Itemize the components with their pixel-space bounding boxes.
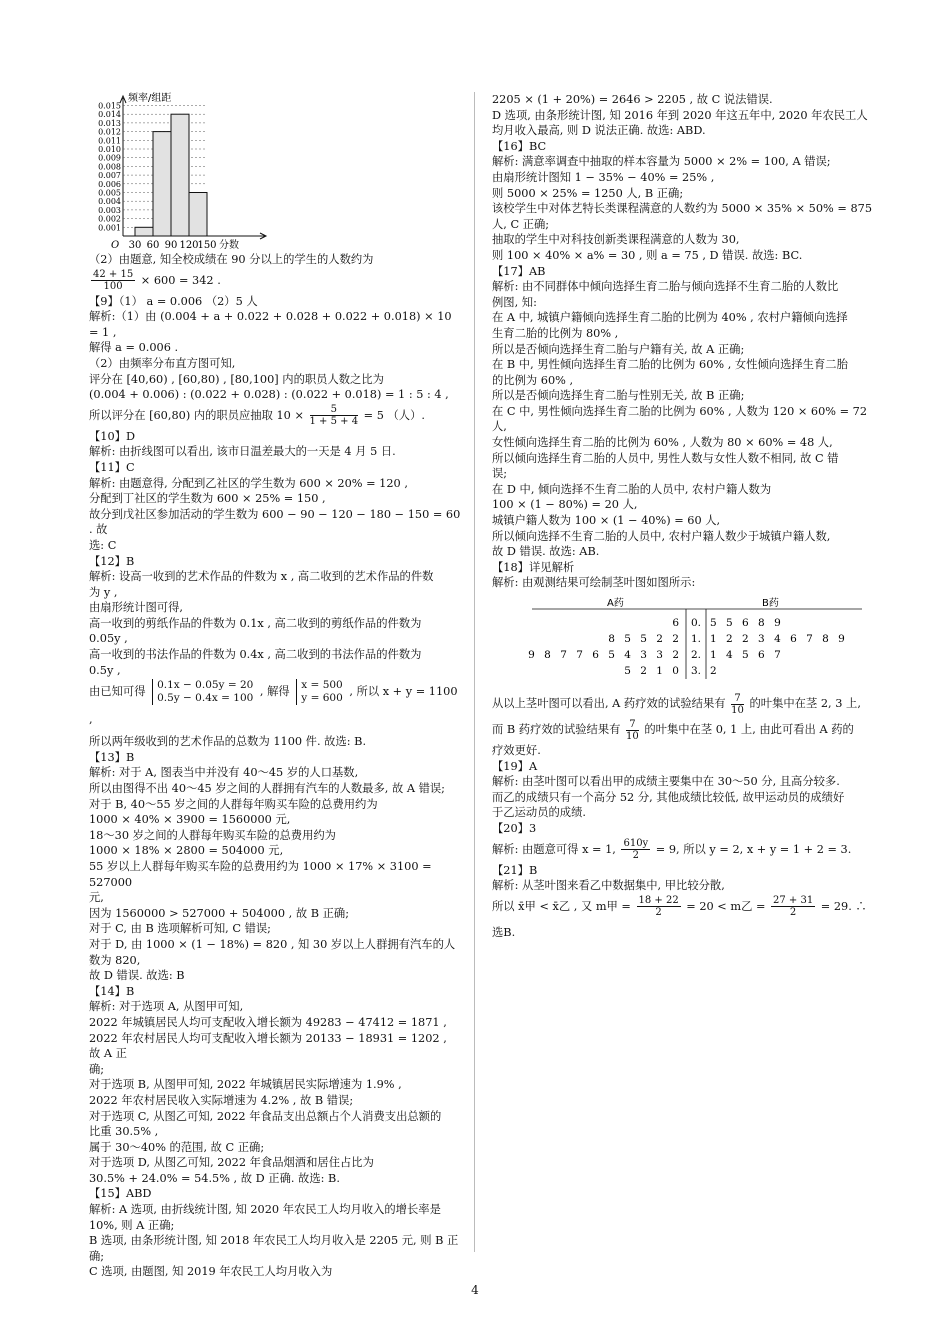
text-line: 所以是否倾向选择生育二胎与户籍有关, 故 A 正确; — [492, 342, 745, 356]
answer-heading: 【16】BC — [492, 139, 547, 153]
text-line: 确; — [89, 1249, 105, 1263]
text-line: 1000 × 18% × 2800 = 504000 元, — [89, 844, 284, 858]
text-line: 所以由图得不出 40～45 岁之间的人群拥有汽车的人数最多, 故 A 错误; — [89, 782, 445, 796]
histogram-bar — [153, 132, 171, 236]
text-line: 对于 B, 40～55 岁之间的人群每年购买车险的总费用约为 — [89, 797, 378, 811]
text-span: 所以 x̄甲 < x̄乙 , 又 m甲 = — [492, 899, 635, 913]
x-tick-label: 90 — [164, 240, 178, 251]
fraction-denominator: 10 — [626, 730, 639, 742]
y-tick-label: 0.008 — [98, 162, 121, 172]
text-line: 解析:（1）由 (0.004 + a + 0.022 + 0.028 + 0.022 + 0.018) × 10 = 1 , — [89, 310, 456, 339]
text-line: 高一收到的书法作品的件数为 0.4x , 高二收到的书法作品的件数为 — [89, 648, 422, 662]
text-span: 由已知可得 — [89, 685, 150, 699]
fraction-denominator: 10 — [731, 704, 744, 716]
text-line: （2）由题意, 知全校成绩在 90 分以上的学生的人数约为 — [89, 253, 374, 266]
column-divider — [474, 92, 475, 1252]
fraction — [621, 838, 650, 861]
x-tick-label: 120 — [179, 240, 199, 251]
text-line: 解析: 设高一收到的艺术作品的件数为 x , 高二收到的艺术作品的件数 — [89, 570, 434, 584]
text-line: 1000 × 40% × 3900 = 1560000 元, — [89, 813, 291, 827]
text-line: 0.5y , — [89, 663, 121, 677]
text-line: 2205 × (1 + 20%) = 2646 > 2205 , 故 C 说法错误. — [492, 93, 773, 106]
text-line: 在 D 中, 倾向选择不生育二胎的人员中, 农村户籍人数为 — [492, 482, 772, 496]
text-line: 评分在 [40,60) , [60,80) , [80,100] 内的职员人数之比为 — [89, 372, 384, 386]
text-line: 于乙运动员的成绩. — [492, 806, 586, 820]
text-span: 的叶集中在茎 0, 1 上, 由此可看出 A 药的 — [640, 723, 854, 736]
text-line — [492, 894, 872, 946]
text-line: 2022 年农村居民收入实际增速为 4.2% , 故 B 错误; — [89, 1093, 354, 1107]
answer-heading: 【14】B — [89, 984, 135, 998]
text-line: （2）由频率分布直方图可知, — [89, 356, 236, 370]
histogram-bar — [135, 227, 153, 236]
answer-heading: 【17】AB — [492, 264, 546, 278]
text-line: 抽取的学生中对科技创新类课程满意的人数为 30, — [492, 233, 740, 247]
text-line: 该校学生中对体艺特长类课程满意的人数约为 5000 × 35% × 50% = 875 — [492, 202, 873, 216]
x-tick-label: 150 — [197, 240, 217, 251]
text-line: 确; — [89, 1062, 105, 1076]
equation: y = 600 — [301, 692, 343, 705]
histogram-bar — [189, 193, 207, 237]
text-line: 对于选项 C, 从图乙可知, 2022 年食品支出总额占个人消费支出总额的 — [89, 1109, 442, 1123]
text-line: 均月收入最高, 则 D 说法正确. 故选: ABD. — [492, 124, 706, 138]
stem-leaf-plot — [492, 595, 872, 685]
text-line: 18～30 岁之间的人群每年购买车险的总费用约为 — [89, 828, 336, 842]
fraction-denominator: 2 — [655, 907, 662, 919]
text-line: 而乙的成绩只有一个高分 52 分, 其他成绩比较低, 故甲运动员的成绩好 — [492, 790, 845, 804]
fraction — [91, 269, 135, 292]
answer-heading: 【20】3 — [492, 821, 537, 835]
text-span: 从以上茎叶图可以看出, A 药疗效的试验结果有 — [492, 697, 730, 710]
text-line: 解得 a = 0.006 . — [89, 341, 179, 355]
y-tick-label: 0.013 — [98, 118, 121, 128]
y-tick-label: 0.015 — [98, 101, 121, 111]
left-column — [89, 92, 464, 1280]
fraction-denominator: 2 — [789, 907, 797, 919]
text-line: 解析: 由题意得, 分配到乙社区的学生数为 600 × 20% = 120 , — [89, 476, 408, 490]
text-line: 对于选项 D, 从图乙可知, 2022 年食品烟酒和居住占比为 — [89, 1156, 374, 1170]
text-line: 在 A 中, 城镇户籍倾向选择生育二胎的比例为 40% , 农村户籍倾向选择 — [492, 311, 848, 325]
text-line: 故分到戊社区参加活动的学生数为 600 − 90 − 120 − 180 − 150 = 60 . 故 — [89, 507, 464, 537]
x-tick-label: 30 — [128, 240, 142, 251]
answer-heading: 【13】B — [89, 750, 135, 764]
answer-heading: 【21】B — [492, 863, 538, 877]
text-span: 而 B 药疗效的试验结果有 — [492, 723, 625, 736]
text-line: 所以倾向选择不生育二胎的人员中, 农村户籍人数少于城镇户籍人数, — [492, 529, 831, 543]
right-column — [492, 92, 872, 946]
text-line: 所以倾向选择生育二胎的人员中, 男性人数与女性人数不相同, 故 C 错 — [492, 451, 839, 465]
histogram-bar — [171, 114, 189, 236]
text-line: 元, — [89, 891, 104, 905]
text-span: = 29. ∴ 选B. — [492, 899, 871, 939]
text-line: 解析: A 选项, 由折线统计图, 知 2020 年农民工人均月收入的增长率是 — [89, 1203, 441, 1217]
text-line: B 选项, 由条形统计图, 知 2018 年农民工人均月收入是 2205 元, 则 B 正 — [89, 1234, 459, 1248]
text-line: 100 × (1 − 80%) = 20 人, — [492, 498, 638, 512]
page-number: 4 — [471, 1283, 479, 1297]
text-line: 女性倾向选择生育二胎的比例为 60% , 人数为 80 × 60% = 48 人, — [492, 436, 833, 450]
leaves-b: 1 4 5 6 7 — [710, 649, 784, 661]
y-tick-label: 0.009 — [98, 153, 121, 163]
text-span: , 所以 x + y = 1100 , — [89, 685, 462, 727]
answer-heading: 【18】详见解析 — [492, 560, 575, 574]
stem: 3. — [690, 665, 702, 677]
answer-heading: 【12】B — [89, 554, 135, 568]
x-tick-label: 60 — [146, 240, 160, 251]
text-line: 高一收到的剪纸作品的件数为 0.1x , 高二收到的剪纸作品的件数为 — [89, 616, 422, 630]
text-line: 疗效更好. — [492, 744, 541, 757]
text-line: (0.004 + 0.006) : (0.022 + 0.028) : (0.022 + 0.018) = 1 : 5 : 4 , — [89, 388, 449, 402]
text-line: 故 D 错误. 故选: AB. — [492, 545, 600, 559]
text-line: 则 100 × 40% × a% = 30 , 则 a = 75 , D 错误. 故选: BC. — [492, 248, 803, 262]
fraction-numerator: 7 — [731, 693, 744, 705]
text-line: 对于 D, 由 1000 × (1 − 18%) = 820 , 知 30 岁以上人群拥有汽车的人数为 820, — [89, 937, 456, 967]
text-line: 由扇形统计图可得, — [89, 601, 183, 615]
text-line: 解析: 由不同群体中倾向选择生育二胎与倾向选择不生育二胎的人数比 — [492, 280, 839, 294]
equation-system — [296, 679, 342, 705]
stem-leaf-header-a: A药 — [607, 598, 624, 609]
leaves-b: 1 2 2 3 4 6 7 8 9 — [710, 633, 848, 645]
fraction-denominator: 1 + 5 + 4 — [309, 416, 359, 428]
text-line: 对于 C, 由 B 选项解析可知, C 错误; — [89, 922, 271, 936]
stem: 1. — [690, 633, 702, 645]
text-line: 0.05y , — [89, 632, 128, 646]
fraction — [731, 693, 744, 716]
equation: x = 500 — [301, 679, 343, 692]
leaves-b: 5 5 6 8 9 — [710, 617, 784, 629]
text-line: 所以两年级收到的艺术作品的总数为 1100 件. 故选: B. — [89, 735, 367, 749]
text-span: 解析: 由题意可得 x = 1, — [492, 842, 620, 856]
text-line: 解析: 对于 A, 图表当中并没有 40～45 岁的人口基数, — [89, 766, 359, 780]
text-line: 10%, 则 A 正确; — [89, 1218, 175, 1232]
y-tick-label: 0.012 — [98, 127, 121, 137]
x-axis-label: 分数 — [219, 240, 239, 251]
text-line — [492, 837, 872, 863]
text-span: × 600 = 342 . — [137, 273, 221, 287]
text-line: 由扇形统计图知 1 − 35% − 40% = 25% , — [492, 170, 715, 184]
text-line: 人, — [492, 420, 507, 434]
fraction-numerator: 18 + 22 — [638, 895, 679, 907]
text-line: 在 B 中, 男性倾向选择生育二胎的比例为 60% , 女性倾向选择生育二胎 — [492, 358, 848, 372]
answer-heading: 【9】（1） a = 0.006 （2）5 人 — [89, 294, 258, 308]
text-line: 选: C — [89, 538, 117, 552]
text-span: 所以评分在 [60,80) 内的职员应抽取 10 × — [89, 408, 308, 422]
fraction — [637, 895, 681, 918]
fraction-numerator: 42 + 15 — [93, 269, 134, 281]
text-line — [89, 268, 461, 294]
text-line: 则 5000 × 25% = 1250 人, B 正确; — [492, 186, 684, 200]
text-line: 为 y , — [89, 585, 118, 599]
y-tick-label: 0.014 — [98, 110, 121, 120]
y-tick-label: 0.005 — [98, 188, 121, 198]
text-line — [89, 403, 461, 429]
text-line: C 选项, 由题图, 知 2019 年农民工人均月收入为 — [89, 1265, 333, 1279]
fraction — [771, 895, 815, 918]
answer-heading: 【19】A — [492, 759, 538, 773]
answer-heading: 【10】D — [89, 429, 136, 443]
text-line: 人, C 正确; — [492, 217, 550, 231]
fraction-numerator: 610y — [623, 838, 649, 850]
frequency-histogram — [89, 92, 269, 252]
fraction-numerator: 27 + 31 — [773, 895, 814, 907]
text-line: 所以是否倾向选择生育二胎与性别无关, 故 B 正确; — [492, 389, 745, 403]
text-span: = 9, 所以 y = 2, x + y = 1 + 2 = 3. — [652, 842, 852, 856]
text-line: 解析: 由折线图可以看出, 该市日温差最大的一天是 4 月 5 日. — [89, 445, 396, 459]
answer-heading: 【15】ABD — [89, 1187, 152, 1201]
text-line: 解析: 由茎叶图可以看出甲的成绩主要集中在 30～50 分, 且高分较多. — [492, 775, 840, 789]
y-tick-label: 0.006 — [98, 179, 121, 189]
text-line: 解析: 对于选项 A, 从图甲可知, — [89, 1000, 244, 1014]
fraction-denominator: 2 — [632, 850, 640, 862]
y-tick-label: 0.003 — [98, 205, 121, 215]
text-line — [89, 678, 461, 734]
text-line: 解析: 由观测结果可绘制茎叶图如图所示: — [492, 576, 696, 590]
text-line: 比重 30.5% , — [89, 1125, 159, 1139]
leaves-a: 5 2 1 0 — [624, 665, 682, 677]
fraction — [310, 404, 359, 427]
stem: 2. — [690, 649, 702, 661]
leaves-b: 2 — [710, 665, 720, 677]
text-line: 分配到丁社区的学生数为 600 × 25% = 150 , — [89, 492, 326, 506]
y-tick-label: 0.001 — [98, 223, 121, 233]
text-line: 2022 年农村居民人均可支配收入增长额为 20133 − 18931 = 1202 , 故 A 正 — [89, 1031, 451, 1061]
y-tick-label: 0.011 — [98, 136, 121, 146]
text-line: 生育二胎的比例为 80% , — [492, 326, 619, 340]
text-line: 因为 1560000 > 527000 + 504000 , 故 B 正确; — [89, 906, 349, 920]
text-span: = 5 （人）. — [360, 408, 425, 422]
text-line: 故 D 错误. 故选: B — [89, 969, 185, 983]
fraction — [626, 719, 639, 742]
text-line: 解析: 满意率调查中抽取的样本容量为 5000 × 2% = 100, A 错误; — [492, 155, 831, 169]
y-tick-label: 0.007 — [98, 171, 121, 181]
y-tick-label: 0.002 — [98, 214, 121, 224]
equation: 0.1x − 0.05y = 20 — [157, 679, 254, 692]
text-line: 误; — [492, 467, 508, 481]
text-line: 解析: 从茎叶图来看乙中数据集中, 甲比较分散, — [492, 879, 725, 893]
equation-system — [152, 679, 253, 705]
text-line: D 选项, 由条形统计图, 知 2016 年到 2020 年这五年中, 2020 年农民工人 — [492, 108, 868, 122]
text-span: 的叶集中在茎 2, 3 上, — [745, 697, 861, 710]
leaves-a: 9 8 7 7 6 5 4 3 3 2 — [528, 649, 682, 661]
fraction-numerator: 7 — [626, 719, 639, 731]
text-line: 的比例为 60% , — [492, 373, 574, 387]
text-line: 属于 30～40% 的范围, 故 C 正确; — [89, 1140, 265, 1154]
text-span: = 20 < m乙 = — [682, 899, 770, 913]
y-axis-label: 频率/组距 — [128, 93, 172, 104]
y-tick-label: 0.010 — [98, 145, 121, 154]
answer-heading: 【11】C — [89, 460, 135, 474]
text-line: 在 C 中, 男性倾向选择生育二胎的比例为 60% , 人数为 120 × 60% = 72 — [492, 404, 868, 418]
equation: 0.5y − 0.4x = 100 — [157, 692, 254, 705]
text-line: 2022 年城镇居民人均可支配收入增长额为 49283 − 47412 = 1871 , — [89, 1015, 447, 1029]
leaves-a: 6 — [672, 617, 682, 629]
text-span: , 解得 — [256, 685, 294, 699]
text-line — [492, 691, 872, 717]
leaves-a: 8 5 5 2 2 — [608, 633, 682, 645]
text-line: 30.5% + 24.0% = 54.5% , 故 D 正确. 故选: B. — [89, 1171, 340, 1185]
text-line: 例图, 知: — [492, 295, 537, 309]
stem: 0. — [690, 617, 702, 629]
fraction-denominator: 100 — [103, 281, 123, 293]
y-tick-label: 0.004 — [98, 197, 121, 207]
origin-label: O — [111, 240, 120, 251]
text-line: 55 岁以上人群每年购买车险的总费用约为 1000 × 17% × 3100 = 527000 — [89, 860, 436, 889]
fraction-numerator: 5 — [310, 404, 359, 416]
text-line: 对于选项 B, 从图甲可知, 2022 年城镇居民实际增速为 1.9% , — [89, 1078, 402, 1092]
text-line: 城镇户籍人数为 100 × (1 − 40%) = 60 人, — [492, 514, 721, 528]
text-line — [492, 717, 872, 743]
stem-leaf-header-b: B药 — [762, 598, 779, 609]
